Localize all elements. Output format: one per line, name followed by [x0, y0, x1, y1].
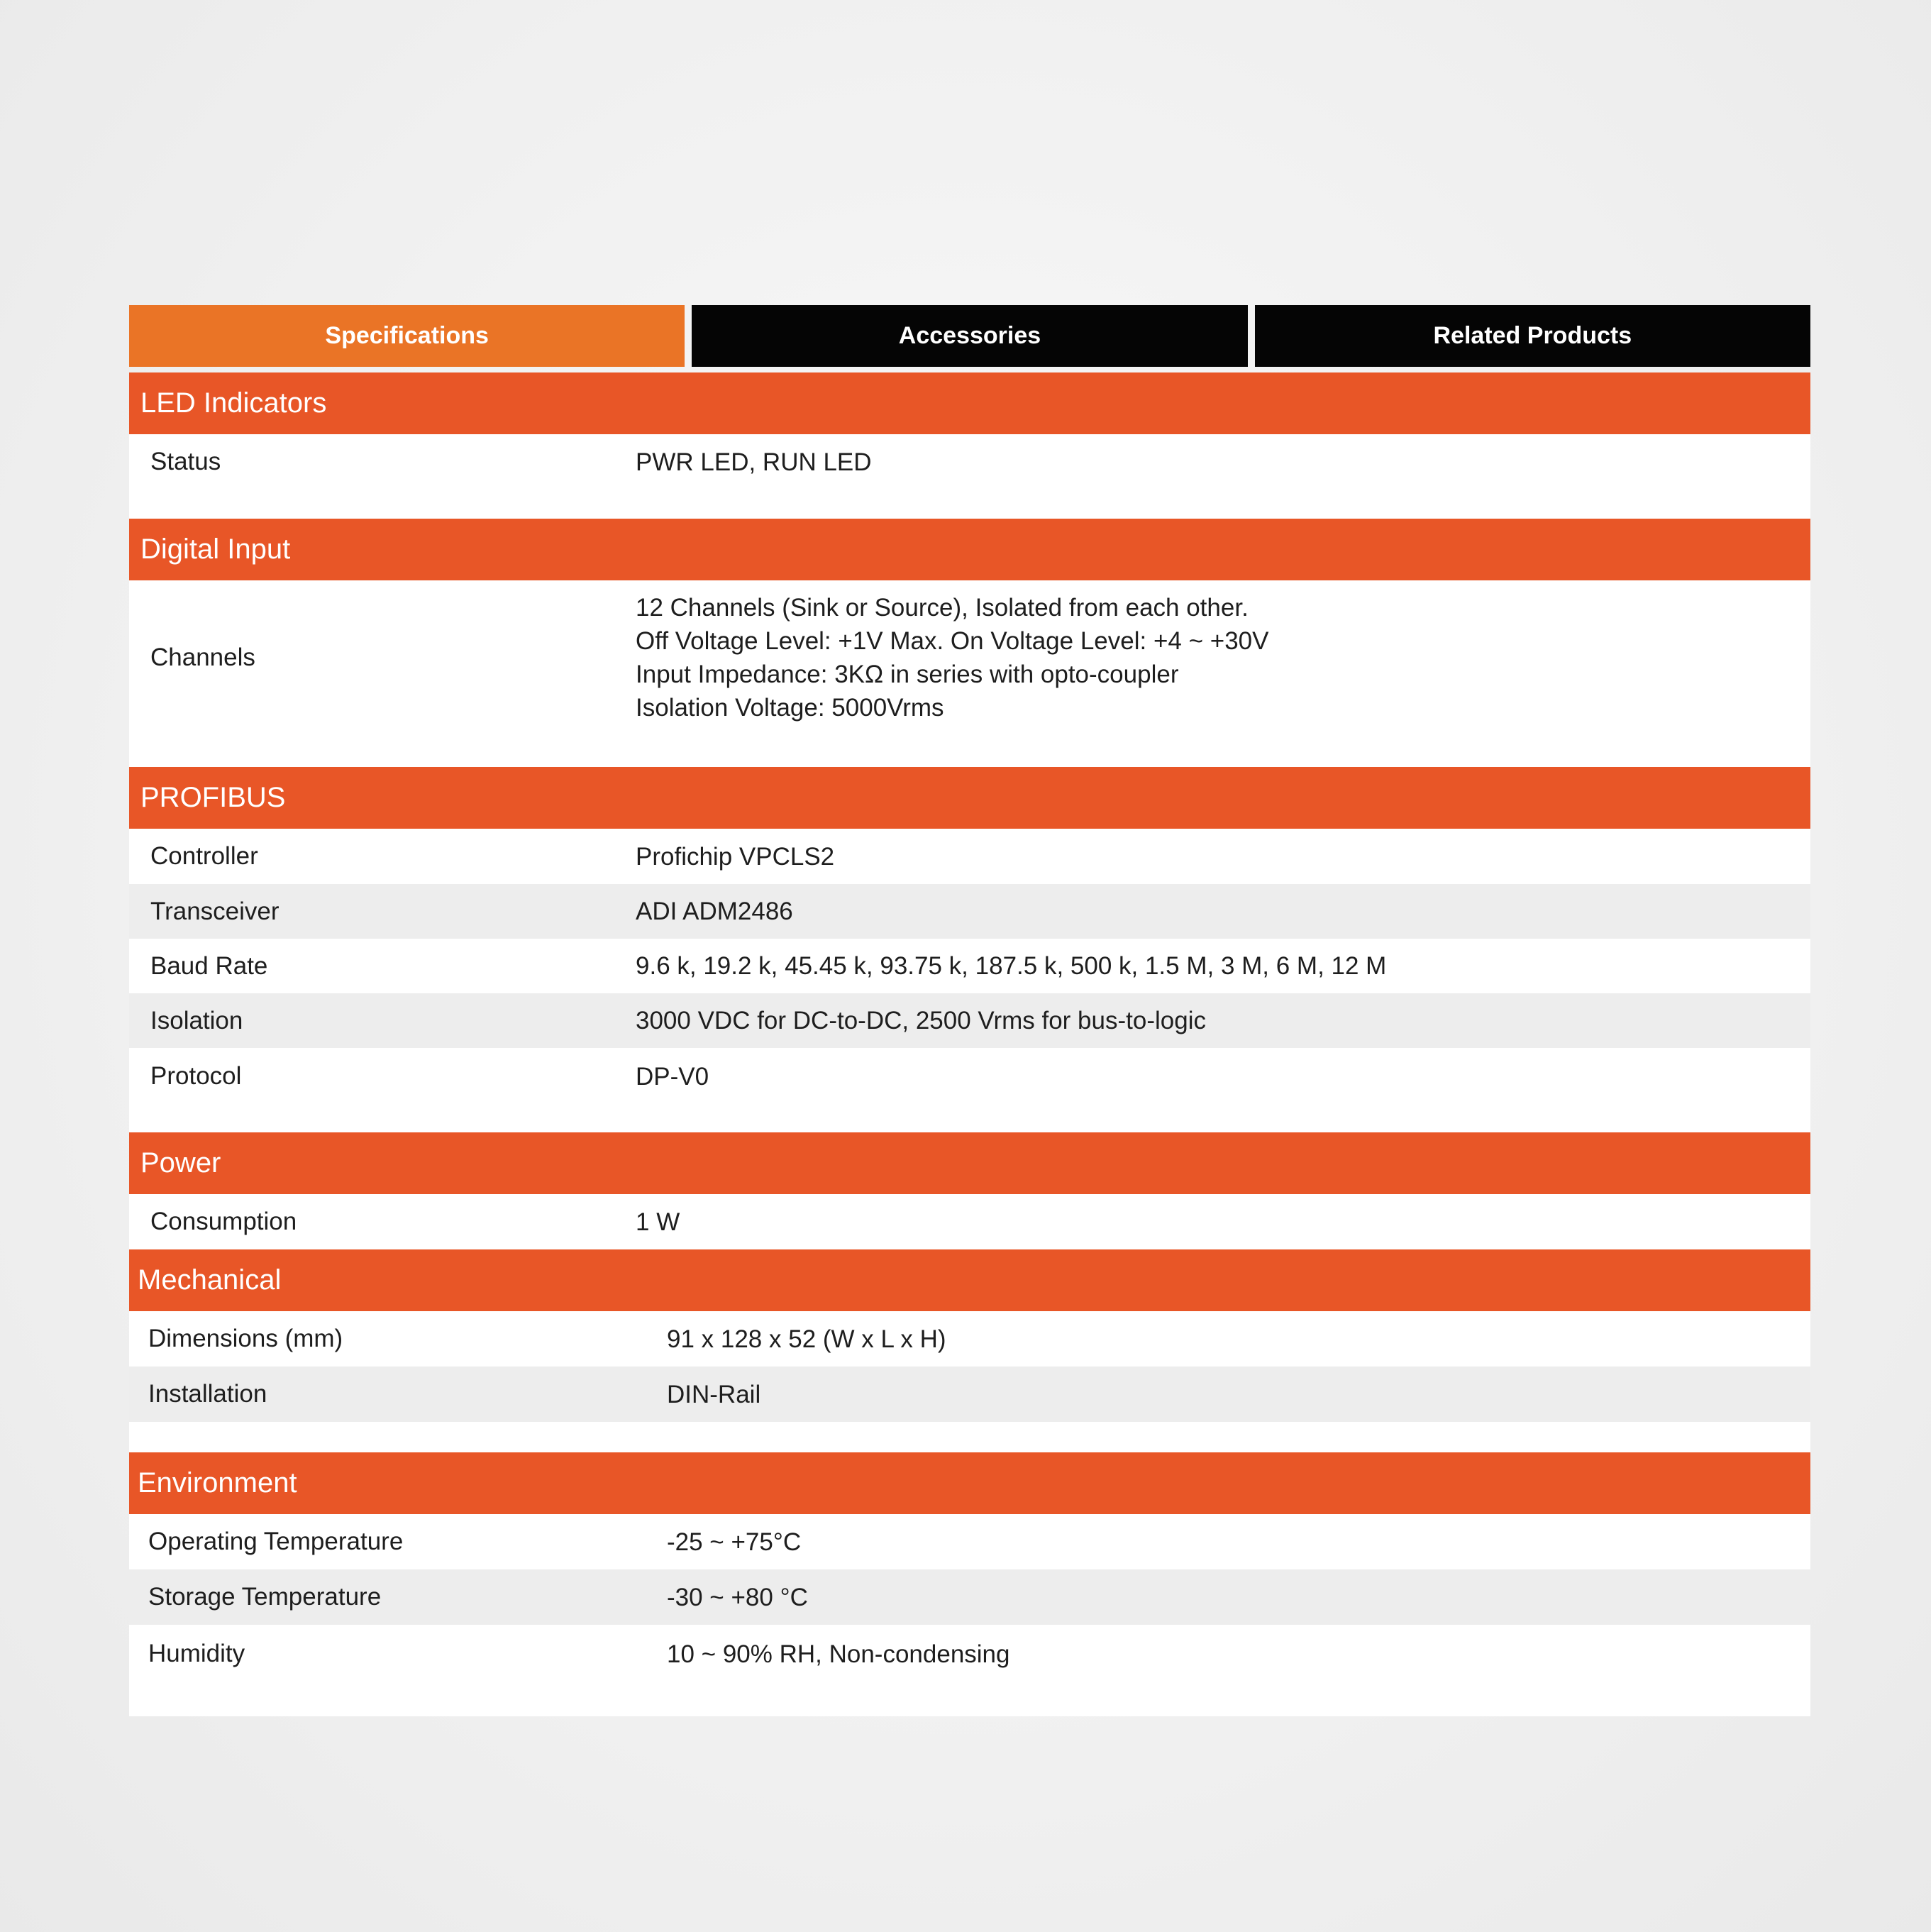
table-row — [129, 993, 1810, 1048]
spec-label: Channels — [150, 644, 255, 671]
section-title: LED Indicators — [129, 372, 1810, 434]
spec-label: Protocol — [150, 1062, 242, 1090]
spec-value: 91 x 128 x 52 (W x L x H) — [667, 1325, 946, 1353]
spec-value-line: Isolation Voltage: 5000Vrms — [636, 694, 944, 722]
table-row — [129, 434, 1810, 490]
table-row — [129, 1569, 1810, 1625]
spec-value-line: Off Voltage Level: +1V Max. On Voltage Level: +4 ~ +30V — [636, 627, 1269, 655]
row-spacer — [129, 1422, 1810, 1452]
spec-value: 10 ~ 90% RH, Non-condensing — [667, 1640, 1010, 1668]
section-environment — [129, 1452, 1810, 1716]
table-row — [129, 1311, 1810, 1367]
spec-value — [636, 591, 1810, 724]
section-profibus — [129, 767, 1810, 1132]
section-title: PROFIBUS — [129, 767, 1810, 829]
spec-value: 3000 VDC for DC-to-DC, 2500 Vrms for bus-to-logic — [636, 1007, 1206, 1034]
spec-value: ADI ADM2486 — [636, 898, 793, 925]
tab-bar — [129, 305, 1810, 367]
spec-value-line: 12 Channels (Sink or Source), Isolated from each other. — [636, 594, 1249, 622]
spec-label: Isolation — [150, 1006, 243, 1034]
spec-value: DP-V0 — [636, 1062, 709, 1091]
table-row — [129, 939, 1810, 993]
table-row — [129, 1194, 1810, 1249]
section-title: Environment — [129, 1452, 1810, 1514]
spec-label: Dimensions (mm) — [148, 1325, 343, 1352]
row-spacer — [129, 1683, 1810, 1716]
spec-label: Operating Temperature — [148, 1528, 404, 1555]
spec-label: Installation — [148, 1380, 267, 1408]
table-row — [129, 1048, 1810, 1105]
section-mechanical — [129, 1249, 1810, 1452]
table-row — [129, 884, 1810, 939]
spec-label: Transceiver — [150, 897, 280, 925]
spec-label: Humidity — [148, 1640, 245, 1667]
tab-specifications[interactable]: Specifications — [129, 305, 685, 367]
section-title: Mechanical — [129, 1249, 1810, 1311]
spec-value: DIN-Rail — [667, 1380, 761, 1408]
section-digital-input — [129, 519, 1810, 767]
spec-value-line: Input Impedance: 3KΩ in series with opto-coupler — [636, 661, 1179, 688]
section-title: Power — [129, 1132, 1810, 1194]
spec-sheet — [129, 305, 1810, 1716]
section-title: Digital Input — [129, 519, 1810, 580]
spec-value: -25 ~ +75°C — [667, 1528, 802, 1556]
spec-label: Storage Temperature — [148, 1583, 382, 1611]
spec-value: 1 W — [636, 1208, 680, 1236]
table-row — [129, 1625, 1810, 1683]
table-row — [129, 580, 1810, 735]
table-row — [129, 829, 1810, 884]
spec-label: Status — [150, 448, 221, 475]
row-spacer — [129, 735, 1810, 767]
tab-accessories[interactable]: Accessories — [692, 305, 1247, 367]
table-row — [129, 1514, 1810, 1569]
section-led-indicators — [129, 372, 1810, 519]
table-row — [129, 1367, 1810, 1422]
section-power — [129, 1132, 1810, 1249]
spec-value: PWR LED, RUN LED — [636, 448, 872, 476]
spec-label: Baud Rate — [150, 951, 268, 980]
spec-label: Consumption — [150, 1208, 297, 1235]
spec-value: -30 ~ +80 °C — [667, 1583, 808, 1611]
spec-value: 9.6 k, 19.2 k, 45.45 k, 93.75 k, 187.5 k, 500 k, 1.5 M, 3 M, 6 M, 12 M — [636, 952, 1387, 980]
spec-label: Controller — [150, 842, 258, 870]
spec-value: Profichip VPCLS2 — [636, 842, 835, 871]
tab-related-products[interactable]: Related Products — [1255, 305, 1810, 367]
row-spacer — [129, 490, 1810, 519]
row-spacer — [129, 1105, 1810, 1132]
